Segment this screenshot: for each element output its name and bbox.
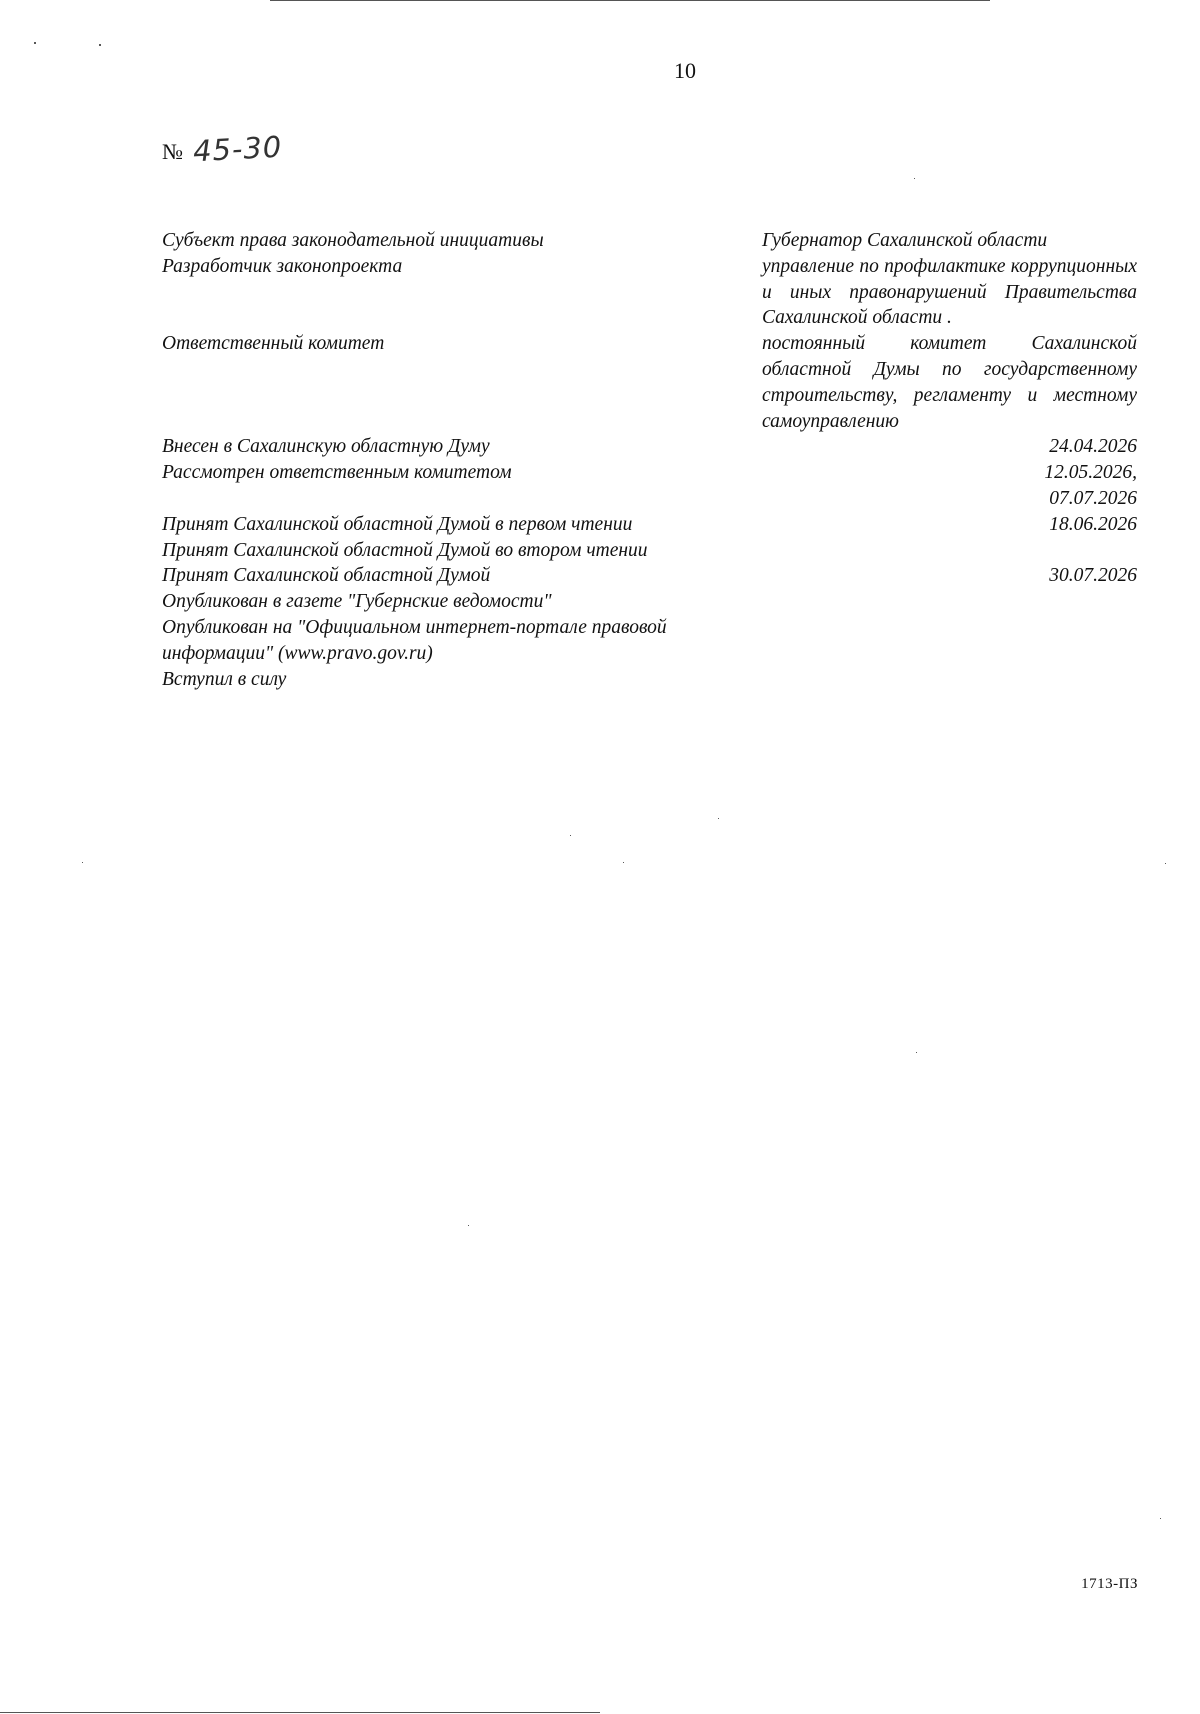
- info-value-line: управление по профилактике коррупционных и иных правонарушений Правительства Сахалинской области .: [762, 255, 1137, 329]
- info-value: [762, 512, 1137, 538]
- scan-speck: [34, 42, 36, 44]
- info-label: Разработчик законопроекта: [162, 255, 403, 277]
- info-label: Опубликован в газете "Губернские ведомости": [162, 591, 552, 613]
- bill-info-table: [162, 228, 1137, 692]
- info-value: [762, 331, 1137, 434]
- info-label: Вступил в силу: [162, 668, 287, 690]
- info-value-line: 12.05.2026,: [1044, 462, 1137, 484]
- info-value: [762, 667, 1137, 693]
- document-number: [162, 129, 284, 169]
- footer-document-code: 1713-ПЗ: [1081, 1576, 1138, 1592]
- info-row: [162, 460, 1137, 512]
- scan-edge-bottom: [0, 1712, 600, 1713]
- info-row: [162, 254, 1137, 331]
- scan-speck: [623, 862, 624, 863]
- info-label: Ответственный комитет: [162, 333, 385, 355]
- info-label: Рассмотрен ответственным комитетом: [162, 462, 512, 484]
- info-value-line: 18.06.2026: [1049, 513, 1137, 535]
- info-value: [762, 434, 1137, 460]
- info-label: Опубликован на "Официальном интернет-портале правовой информации" (www.pravo.gov.ru): [162, 616, 667, 664]
- info-row: [162, 563, 1137, 589]
- info-value-line: постоянный комитет Сахалинской областной Думы по государственному строительству, регламенту и местному самоуправлению: [762, 333, 1137, 432]
- scan-speck: [914, 178, 915, 179]
- info-row: [162, 615, 1137, 667]
- scan-speck: [570, 835, 571, 836]
- info-value-line: 30.07.2026: [1049, 565, 1137, 587]
- info-label: Внесен в Сахалинскую областную Думу: [162, 436, 490, 458]
- handwritten-number: 45-30: [192, 129, 284, 169]
- info-label: Принят Сахалинской областной Думой: [162, 565, 491, 587]
- info-value: [762, 615, 1137, 667]
- info-row: [162, 434, 1137, 460]
- scan-speck: [82, 862, 83, 863]
- info-row: [162, 331, 1137, 434]
- info-value-line: 07.07.2026: [1049, 487, 1137, 509]
- info-value: [762, 563, 1137, 589]
- scan-speck: [468, 1225, 469, 1226]
- number-sign: №: [162, 139, 183, 164]
- info-row: [162, 667, 1137, 693]
- info-value: [762, 228, 1137, 254]
- scan-speck: [99, 44, 101, 46]
- scan-speck: [1165, 863, 1166, 864]
- info-value-line: Губернатор Сахалинской области: [762, 230, 1048, 251]
- scan-speck: [1160, 1518, 1161, 1519]
- scan-speck: [916, 1052, 917, 1053]
- page-number: 10: [674, 58, 696, 83]
- info-value-line: 24.04.2026: [1049, 436, 1137, 458]
- info-value: [762, 538, 1137, 564]
- info-value: [762, 254, 1137, 331]
- scan-edge-top: [270, 0, 990, 1]
- info-row: [162, 589, 1137, 615]
- scan-speck: [718, 818, 719, 819]
- info-row: [162, 228, 1137, 254]
- info-value: [762, 589, 1137, 615]
- info-row: [162, 538, 1137, 564]
- info-value: [762, 460, 1137, 512]
- info-label: Принят Сахалинской областной Думой в первом чтении: [162, 513, 633, 535]
- info-label: Субъект права законодательной инициативы: [162, 230, 544, 251]
- info-label: Принят Сахалинской областной Думой во втором чтении: [162, 539, 648, 561]
- info-row: [162, 512, 1137, 538]
